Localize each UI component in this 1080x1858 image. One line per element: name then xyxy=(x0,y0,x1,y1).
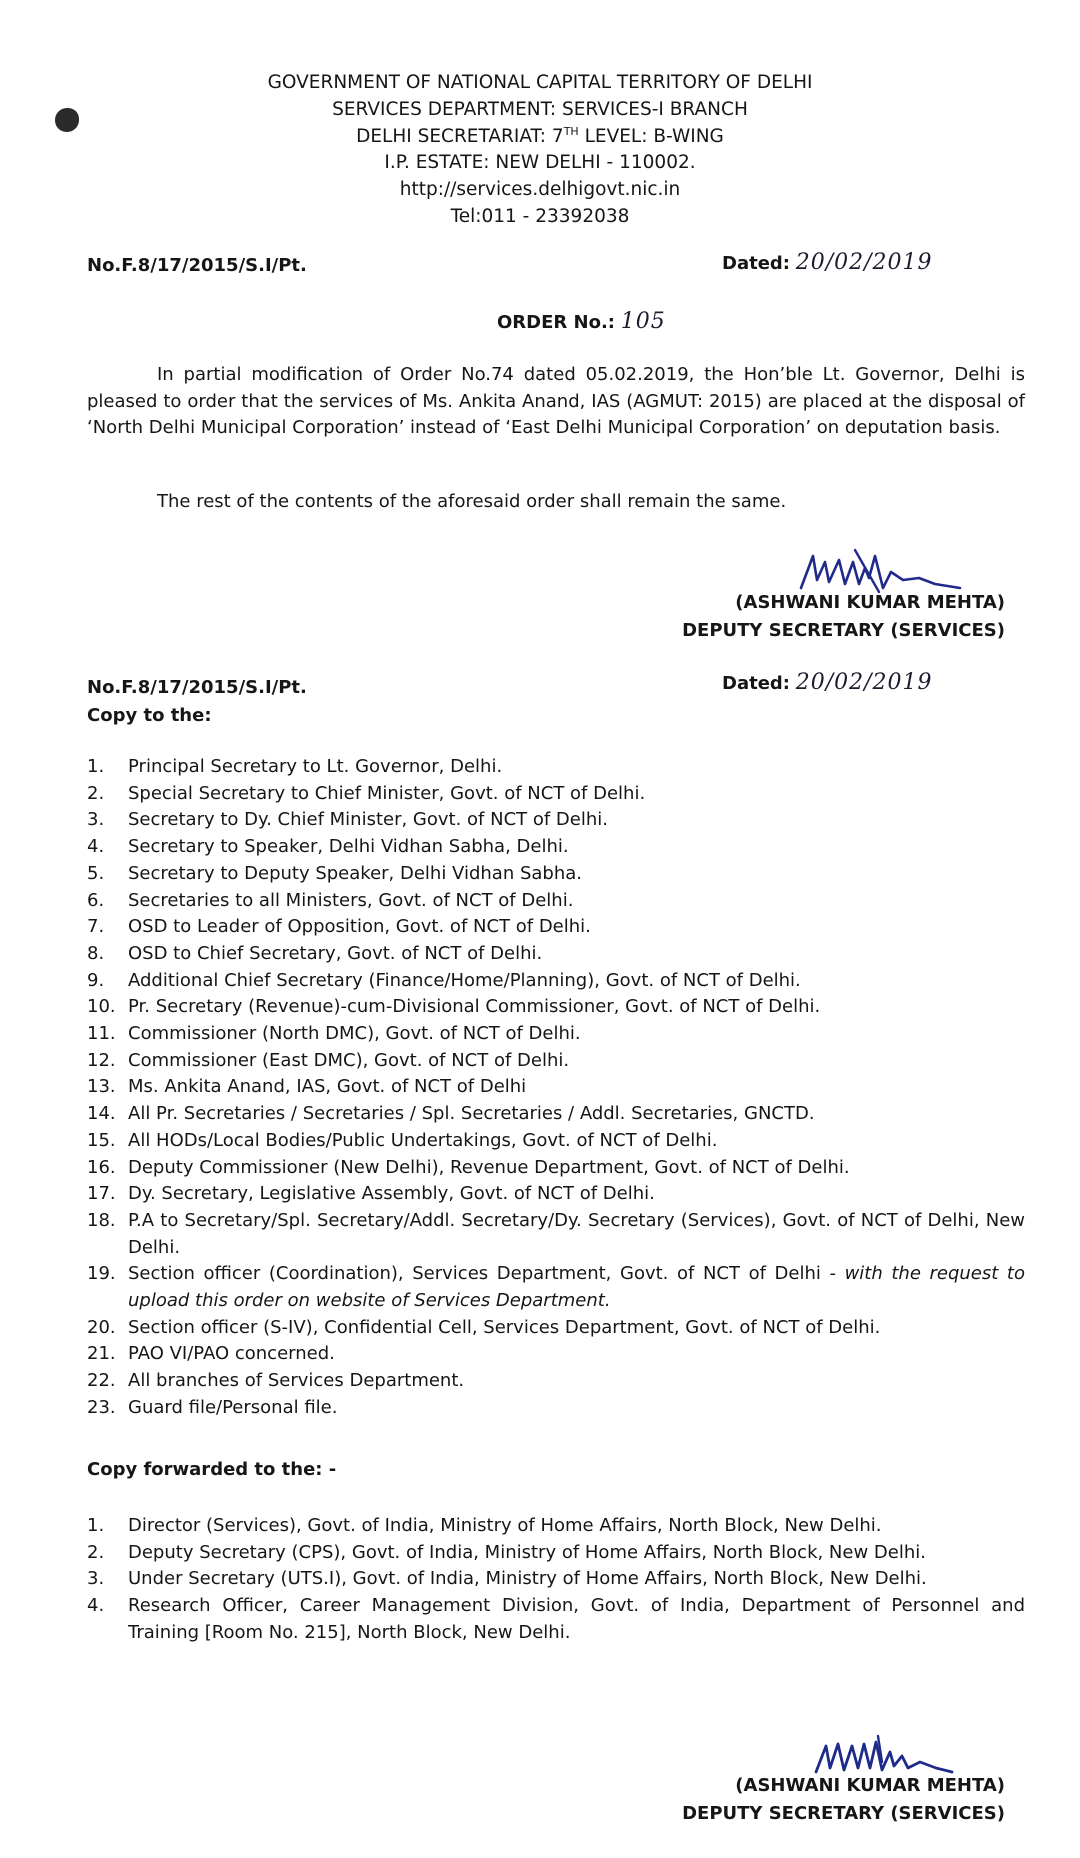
letterhead-government: GOVERNMENT OF NATIONAL CAPITAL TERRITORY OF DELHI xyxy=(267,72,813,93)
list-item xyxy=(87,1341,1025,1368)
list-item-number: 8. xyxy=(87,942,105,964)
list-item-text: Secretary to Dy. Chief Minister, Govt. of NCT of Delhi. xyxy=(128,809,608,831)
list-item-text: Director (Services), Govt. of India, Ministry of Home Affairs, North Block, New Delhi. xyxy=(128,1515,882,1536)
list-item-number: 13. xyxy=(87,1076,116,1098)
list-item xyxy=(87,1395,1025,1422)
list-item-text: Secretary to Deputy Speaker, Delhi Vidhan Sabha. xyxy=(128,862,583,884)
letterhead-department: SERVICES DEPARTMENT: SERVICES-I BRANCH xyxy=(332,98,748,120)
dated-label: Dated: xyxy=(722,253,790,274)
list-item xyxy=(87,888,1025,915)
dated-line xyxy=(722,250,933,275)
list-item xyxy=(87,994,1025,1021)
copy-to-heading: Copy to the: xyxy=(87,705,212,726)
list-item-number: 2. xyxy=(87,1541,105,1563)
signatory-name: (ASHWANI KUMAR MEHTA) xyxy=(735,1775,1005,1796)
copy-forwarded-list xyxy=(87,1513,1025,1647)
list-item-text: Principal Secretary to Lt. Governor, Delhi. xyxy=(128,756,503,777)
list-item-text: Special Secretary to Chief Minister, Govt. of NCT of Delhi. xyxy=(128,782,646,804)
copy-dated-label: Dated: xyxy=(722,673,790,694)
list-item-number: 5. xyxy=(87,862,105,884)
dated-handwritten-value: 20/02/2019 xyxy=(795,250,933,275)
list-item-text: Deputy Secretary (CPS), Govt. of India, Ministry of Home Affairs, North Block, New Delhi. xyxy=(128,1541,926,1563)
list-item-text: Guard file/Personal file. xyxy=(128,1396,338,1418)
list-item-number: 15. xyxy=(87,1129,116,1151)
list-item-text: All branches of Services Department. xyxy=(128,1370,465,1392)
letterhead-website-link[interactable]: http://services.delhigovt.nic.in xyxy=(399,179,681,201)
list-item xyxy=(87,1074,1025,1101)
list-item-number: 6. xyxy=(87,889,105,911)
list-item-text: All Pr. Secretaries / Secretaries / Spl. Secretaries / Addl. Secretaries, GNCTD. xyxy=(128,1103,815,1125)
list-item xyxy=(87,1155,1025,1182)
list-item-number: 17. xyxy=(87,1183,116,1205)
list-item-text: Under Secretary (UTS.I), Govt. of India, Ministry of Home Affairs, North Block, New Delhi. xyxy=(128,1568,927,1590)
list-item xyxy=(87,914,1025,941)
list-item xyxy=(87,754,1025,781)
list-item xyxy=(87,1101,1025,1128)
letterhead-address-secretariat: DELHI SECRETARIAT: 7TH LEVEL: B-WING xyxy=(356,124,724,147)
list-item xyxy=(87,1181,1025,1208)
list-item xyxy=(87,1208,1025,1261)
list-item-number: 10. xyxy=(87,996,116,1018)
list-item-text: OSD to Chief Secretary, Govt. of NCT of Delhi. xyxy=(128,942,543,964)
list-item-text: PAO VI/PAO concerned. xyxy=(128,1343,335,1365)
list-item xyxy=(87,861,1025,888)
list-item-text: Dy. Secretary, Legislative Assembly, Govt. of NCT of Delhi. xyxy=(128,1183,655,1205)
list-item-text: Section officer (S-IV), Confidential Cell, Services Department, Govt. of NCT of Delhi. xyxy=(128,1316,881,1338)
list-item xyxy=(87,807,1025,834)
copy-dated-handwritten-value: 20/02/2019 xyxy=(795,670,933,695)
order-number-handwritten: 105 xyxy=(620,309,666,334)
list-item xyxy=(87,1513,1025,1540)
list-item-number: 7. xyxy=(87,916,105,938)
list-item-number: 3. xyxy=(87,1568,105,1590)
list-item-text: Additional Chief Secretary (Finance/Home/Planning), Govt. of NCT of Delhi. xyxy=(128,969,801,991)
list-item-text: Research Officer, Career Management Division, Govt. of India, Department of Personnel and Training [Room No. 215], North Block, New Delhi. xyxy=(128,1595,1025,1643)
list-item-text: P.A to Secretary/Spl. Secretary/Addl. Secretary/Dy. Secretary (Services), Govt. of NCT of Delhi, New Delhi. xyxy=(128,1209,1025,1258)
list-item-number: 1. xyxy=(87,1515,105,1536)
list-item-number: 21. xyxy=(87,1343,116,1365)
list-item-number: 14. xyxy=(87,1103,116,1125)
list-item-text: Pr. Secretary (Revenue)-cum-Divisional Commissioner, Govt. of NCT of Delhi. xyxy=(128,996,821,1018)
signatory-name: (ASHWANI KUMAR MEHTA) xyxy=(735,592,1005,613)
list-item-number: 4. xyxy=(87,836,105,858)
list-item-number: 2. xyxy=(87,782,105,804)
list-item-italic-note: with the request to upload this order on website of Services Department. xyxy=(128,1263,1025,1312)
list-item-number: 9. xyxy=(87,969,105,991)
list-item-number: 22. xyxy=(87,1370,116,1392)
copy-dated-line xyxy=(722,670,933,695)
list-item xyxy=(87,1048,1025,1075)
list-item-number: 12. xyxy=(87,1049,116,1071)
list-item xyxy=(87,1128,1025,1155)
order-closing-paragraph: The rest of the contents of the aforesaid order shall remain the same. xyxy=(157,491,787,512)
list-item xyxy=(87,1593,1025,1646)
list-item-number: 19. xyxy=(87,1263,116,1285)
order-label: ORDER No.: xyxy=(497,312,615,333)
list-item-text: Commissioner (East DMC), Govt. of NCT of Delhi. xyxy=(128,1049,570,1071)
list-item xyxy=(87,1368,1025,1395)
letterhead-address-estate: I.P. ESTATE: NEW DELHI - 110002. xyxy=(384,152,696,174)
list-item-number: 18. xyxy=(87,1209,116,1231)
list-item-text: Section officer (Coordination), Services Department, Govt. of NCT of Delhi - xyxy=(128,1263,845,1285)
copy-file-number: No.F.8/17/2015/S.I/Pt. xyxy=(87,677,307,698)
letterhead-telephone: Tel:011 - 23392038 xyxy=(450,205,630,227)
order-number-line xyxy=(497,309,666,334)
list-item xyxy=(87,968,1025,995)
list-item-text: Commissioner (North DMC), Govt. of NCT of Delhi. xyxy=(128,1023,581,1045)
file-number: No.F.8/17/2015/S.I/Pt. xyxy=(87,255,307,276)
list-item-text: Deputy Commissioner (New Delhi), Revenue Department, Govt. of NCT of Delhi. xyxy=(128,1156,850,1178)
list-item xyxy=(87,1261,1025,1314)
list-item-number: 11. xyxy=(87,1023,116,1045)
list-item xyxy=(87,1021,1025,1048)
list-item-text: All HODs/Local Bodies/Public Undertakings, Govt. of NCT of Delhi. xyxy=(128,1129,718,1151)
signatory-block-2 xyxy=(682,1772,1005,1828)
list-item-number: 23. xyxy=(87,1396,116,1418)
list-item-text: Ms. Ankita Anand, IAS, Govt. of NCT of Delhi xyxy=(128,1076,527,1098)
list-item-number: 16. xyxy=(87,1156,116,1178)
list-item-number: 20. xyxy=(87,1316,116,1338)
list-item xyxy=(87,941,1025,968)
signatory-block-1 xyxy=(682,589,1005,645)
letterhead xyxy=(0,70,1080,231)
list-item xyxy=(87,781,1025,808)
list-item-text: OSD to Leader of Opposition, Govt. of NCT of Delhi. xyxy=(128,916,591,938)
list-item xyxy=(87,1540,1025,1567)
list-item-number: 4. xyxy=(87,1595,105,1617)
list-item xyxy=(87,1315,1025,1342)
signatory-designation: DEPUTY SECRETARY (SERVICES) xyxy=(682,620,1005,641)
list-item-number: 3. xyxy=(87,809,105,831)
signatory-designation: DEPUTY SECRETARY (SERVICES) xyxy=(682,1803,1005,1824)
list-item-text: Secretaries to all Ministers, Govt. of NCT of Delhi. xyxy=(128,889,574,911)
list-item xyxy=(87,1566,1025,1593)
copy-to-list xyxy=(87,754,1025,1422)
order-body-paragraph: In partial modification of Order No.74 dated 05.02.2019, the Hon’ble Lt. Governor, Delhi is pleased to order that the services of Ms. Ankita Anand, IAS (AGMUT: 2015) are placed at the disposal of ‘North Delhi Municipal Corporation’ instead of ‘East Delhi Municipal Corporation’ on deputation basis. xyxy=(87,364,1025,439)
list-item-text: Secretary to Speaker, Delhi Vidhan Sabha, Delhi. xyxy=(128,836,569,858)
copy-forwarded-heading: Copy forwarded to the: - xyxy=(87,1459,337,1480)
list-item xyxy=(87,834,1025,861)
list-item-number: 1. xyxy=(87,756,105,777)
